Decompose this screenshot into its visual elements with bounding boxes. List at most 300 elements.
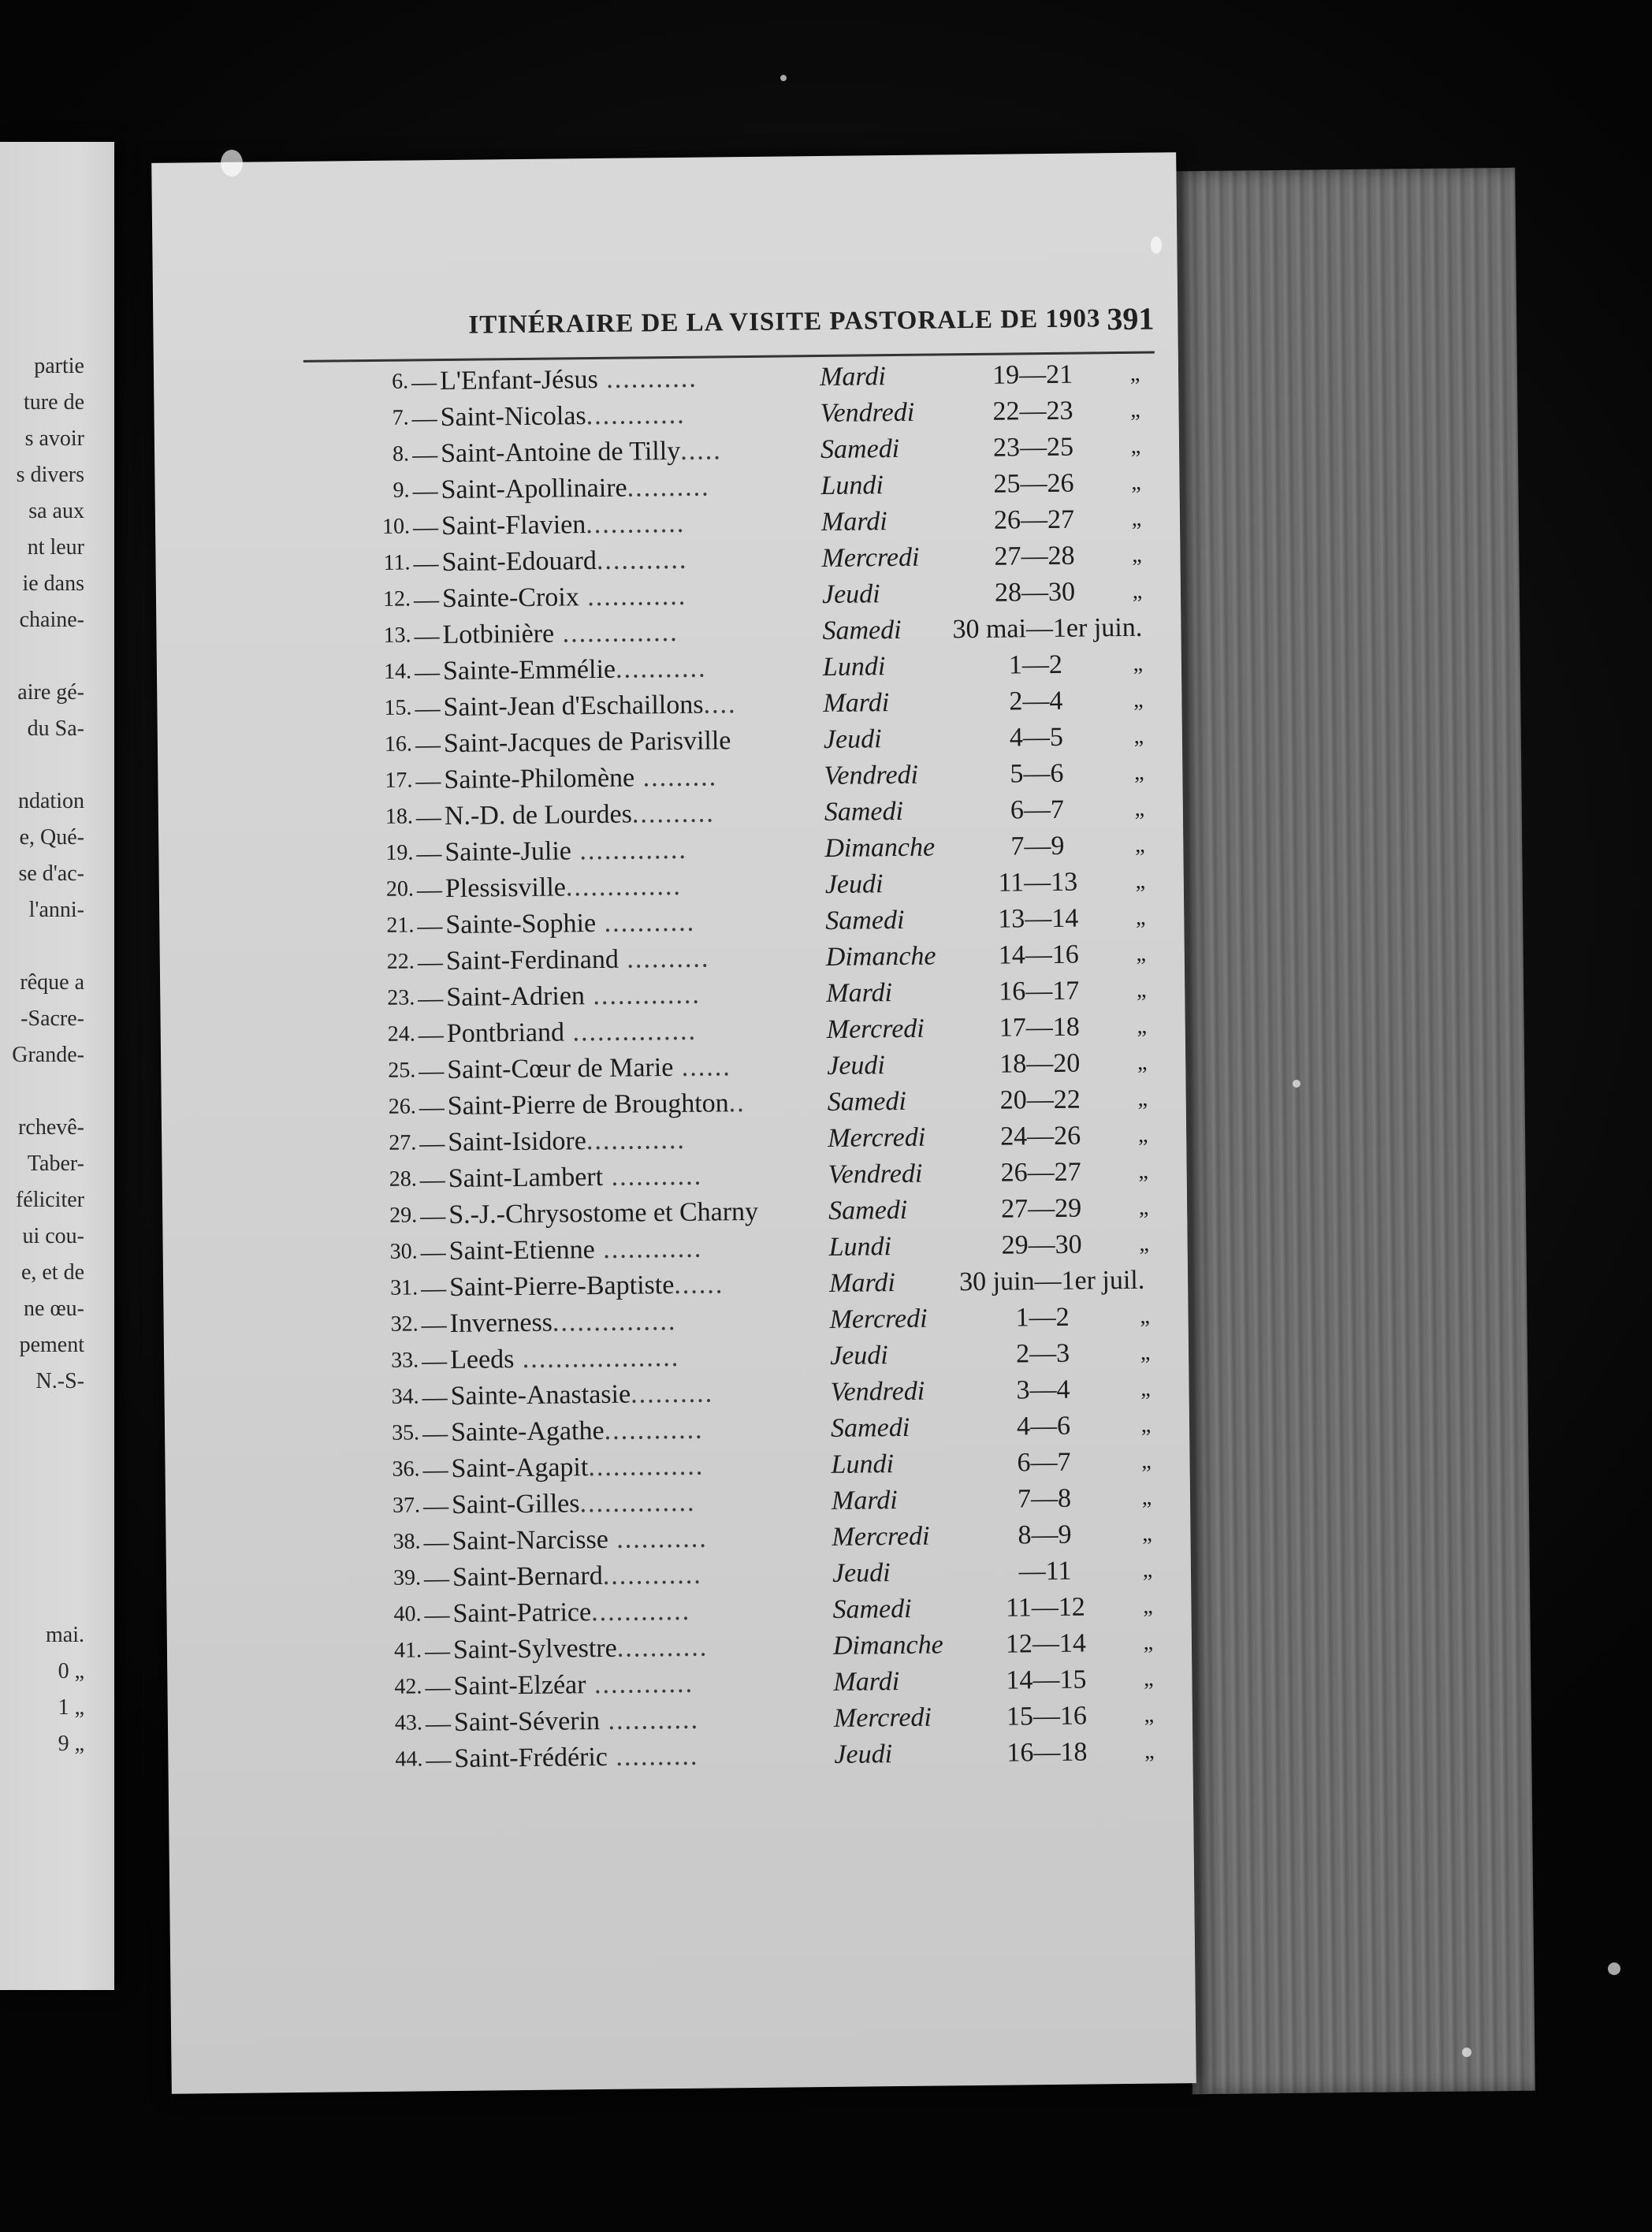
weekday: Samedi xyxy=(828,1195,908,1226)
itinerary-list xyxy=(347,356,1174,1779)
ditto-mark: „ xyxy=(1144,1702,1155,1728)
parish-name xyxy=(448,1121,832,1161)
parish-name xyxy=(452,1483,836,1523)
page-number: 391 xyxy=(1107,300,1155,337)
ditto-mark: „ xyxy=(1130,397,1140,422)
dot-leader: ........... xyxy=(597,363,698,394)
entry-number: 18. xyxy=(385,804,414,829)
entry-separator: — xyxy=(415,694,441,723)
dot-leader: .......... xyxy=(607,1741,699,1772)
entry-number: 19. xyxy=(385,840,414,865)
parish-label: Saint-Edouard xyxy=(441,545,597,578)
ditto-mark: „ xyxy=(1137,1122,1148,1148)
entry-separator: — xyxy=(416,875,443,904)
left-page-line: sa aux xyxy=(28,499,84,523)
entry-number: 9. xyxy=(393,478,410,503)
entry-separator: — xyxy=(422,1491,449,1520)
visit-dates: 20—22 xyxy=(999,1084,1081,1115)
parish-label: Lotbinière xyxy=(442,619,555,650)
parish-name xyxy=(448,1193,833,1233)
weekday: Jeudi xyxy=(834,1739,893,1769)
left-page-line: l'anni- xyxy=(28,898,84,922)
parish-name xyxy=(442,577,827,617)
dot-leader: .............. xyxy=(588,1451,705,1482)
ditto-mark: „ xyxy=(1140,1304,1150,1329)
weekday: Mercredi xyxy=(821,542,920,573)
ditto-mark: „ xyxy=(1143,1630,1154,1655)
weekday: Samedi xyxy=(820,433,900,465)
left-facing-page xyxy=(0,142,114,1990)
parish-label: Saint-Pierre de Broughton xyxy=(447,1088,729,1122)
left-page-line: 0 „ xyxy=(58,1659,84,1683)
weekday: Jeudi xyxy=(823,724,882,754)
left-page-line: ui cou- xyxy=(22,1224,84,1248)
weekday: Vendredi xyxy=(830,1376,925,1407)
parish-label: Saint-Flavien xyxy=(441,510,586,541)
visit-dates: 19—21 xyxy=(992,359,1073,390)
entry-separator: — xyxy=(411,404,437,433)
visit-dates: —11 xyxy=(1018,1556,1072,1587)
left-page-line: Taber- xyxy=(27,1151,84,1176)
dot-leader: .......... xyxy=(631,798,716,829)
parish-name xyxy=(452,1556,837,1596)
parish-name xyxy=(447,1048,832,1088)
parish-label: Saint-Etienne xyxy=(448,1235,595,1266)
ditto-mark: „ xyxy=(1132,578,1143,604)
dot-leader: ........... xyxy=(616,1632,709,1663)
parish-name xyxy=(441,432,825,472)
dust-speck xyxy=(221,150,243,177)
left-page-line: s avoir xyxy=(24,426,84,451)
dot-leader: ............ xyxy=(602,1560,702,1590)
dot-leader: .............. xyxy=(579,1487,696,1519)
ditto-mark: „ xyxy=(1140,1340,1151,1365)
entry-number: 26. xyxy=(388,1094,416,1119)
ditto-mark: „ xyxy=(1133,760,1144,785)
left-page-line: se d'ac- xyxy=(18,861,84,886)
weekday: Mercredi xyxy=(833,1702,932,1733)
parish-name xyxy=(451,1411,835,1451)
entry-separator: — xyxy=(413,585,440,614)
entry-number: 25. xyxy=(388,1058,416,1083)
parish-name xyxy=(449,1266,834,1306)
parish-label: Saint-Nicolas xyxy=(440,401,586,433)
parish-label: Saint-Agapit xyxy=(451,1453,589,1483)
entry-separator: — xyxy=(423,1564,450,1593)
parish-label: Saint-Bernard xyxy=(452,1561,603,1592)
entry-number: 12. xyxy=(382,586,411,612)
parish-label: Saint-Pierre-Baptiste xyxy=(448,1270,675,1302)
left-page-blank-line xyxy=(0,1545,84,1581)
dot-leader: ................... xyxy=(514,1342,680,1375)
weekday: Dimanche xyxy=(832,1630,943,1661)
ditto-mark: „ xyxy=(1140,1412,1152,1438)
entry-number: 36. xyxy=(392,1456,420,1482)
entry-separator: — xyxy=(414,657,441,686)
entry-separator: — xyxy=(418,984,444,1013)
visit-dates: 26—27 xyxy=(993,504,1075,535)
dot-leader: .......... xyxy=(627,472,710,503)
parish-label: S.-J.-Chrysostome et Charny xyxy=(448,1196,759,1229)
visit-dates: 27—28 xyxy=(994,541,1075,571)
left-page-line: ndation xyxy=(18,789,84,813)
entry-number: 37. xyxy=(392,1493,421,1518)
left-page-blank-line xyxy=(0,747,84,783)
weekday: Dimanche xyxy=(825,941,936,972)
parish-label: Saint-Antoine de Tilly xyxy=(440,436,681,469)
entry-separator: — xyxy=(419,1165,445,1194)
parish-label: N.-D. de Lourdes xyxy=(444,799,633,831)
entry-number: 42. xyxy=(394,1674,422,1699)
dot-leader: ........... xyxy=(608,1523,708,1554)
parish-label: Saint-Jacques de Parisville xyxy=(443,726,731,759)
parish-name xyxy=(454,1701,839,1741)
parish-name xyxy=(452,1520,836,1560)
visit-dates: 1—2 xyxy=(1008,649,1063,680)
parish-label: Inverness xyxy=(449,1308,553,1338)
dust-speck xyxy=(1293,1080,1300,1088)
entry-number: 14. xyxy=(383,659,412,684)
parish-name xyxy=(450,1375,835,1415)
visit-dates: 27—29 xyxy=(1000,1193,1082,1224)
dot-leader: .......... xyxy=(618,943,710,974)
dot-leader: .... xyxy=(703,690,737,720)
visit-dates: 7—8 xyxy=(1017,1483,1072,1514)
ditto-mark: „ xyxy=(1138,1159,1149,1184)
ditto-mark: „ xyxy=(1141,1485,1152,1510)
parish-name xyxy=(450,1338,835,1378)
parish-label: Sainte-Sophie xyxy=(445,909,597,940)
ditto-mark: „ xyxy=(1129,361,1140,386)
left-page-line: ie dans xyxy=(22,571,84,596)
ditto-mark: „ xyxy=(1142,1557,1153,1583)
weekday: Dimanche xyxy=(824,832,936,863)
parish-name xyxy=(445,903,830,943)
left-page-line: mai. xyxy=(46,1623,84,1647)
parish-label: Sainte-Agathe xyxy=(450,1415,605,1447)
visit-dates: 15—16 xyxy=(1006,1701,1088,1732)
dot-leader: ............ xyxy=(590,1596,691,1628)
visit-dates: 14—16 xyxy=(998,939,1079,970)
dust-speck xyxy=(1462,2048,1472,2057)
visit-dates: 30 juin—1er juil. xyxy=(958,1265,1145,1297)
dot-leader: ..... xyxy=(680,436,722,466)
entry-number: 24. xyxy=(387,1021,415,1047)
weekday: Mercredi xyxy=(832,1521,930,1552)
left-page-line: 9 „ xyxy=(58,1732,84,1756)
entry-separator: — xyxy=(424,1636,451,1665)
left-page-line: Grande- xyxy=(12,1043,84,1067)
dot-leader: ...... xyxy=(673,1052,731,1083)
parish-label: Saint-Gilles xyxy=(451,1489,580,1520)
parish-name xyxy=(448,1084,832,1125)
entry-separator: — xyxy=(415,730,441,759)
weekday: Samedi xyxy=(832,1594,912,1624)
dot-leader: ............ xyxy=(579,581,687,612)
entry-separator: — xyxy=(422,1419,448,1448)
parish-label: Sainte-Emmélie xyxy=(442,654,616,686)
weekday: Mardi xyxy=(831,1486,898,1516)
weekday: Vendredi xyxy=(820,397,915,429)
weekday: Lundi xyxy=(822,652,886,682)
parish-name xyxy=(448,1157,832,1197)
entry-number: 17. xyxy=(385,768,413,793)
ditto-mark: „ xyxy=(1137,1014,1148,1039)
ditto-mark: „ xyxy=(1131,470,1141,495)
left-page-blank-line xyxy=(0,1472,84,1508)
parish-name xyxy=(453,1628,838,1668)
entry-number: 8. xyxy=(392,441,410,467)
visit-dates: 26—27 xyxy=(1000,1157,1081,1188)
dust-speck xyxy=(780,75,787,81)
visit-dates: 7—9 xyxy=(1010,831,1065,861)
ditto-mark: „ xyxy=(1131,506,1142,531)
parish-name xyxy=(440,396,824,436)
ditto-mark: „ xyxy=(1133,687,1144,712)
parish-label: Saint-Isidore xyxy=(448,1126,587,1158)
visit-dates: 17—18 xyxy=(999,1012,1080,1043)
visit-dates: 13—14 xyxy=(998,903,1079,934)
entry-separator: — xyxy=(420,1201,446,1230)
visit-dates: 6—7 xyxy=(1017,1447,1071,1478)
parish-label: Sainte-Anastasie xyxy=(450,1379,631,1411)
left-page-blank-line xyxy=(0,1581,84,1617)
weekday: Jeudi xyxy=(824,869,884,899)
ditto-mark: „ xyxy=(1133,651,1144,676)
dot-leader: ......... xyxy=(634,762,718,793)
parish-label: Saint-Lambert xyxy=(448,1162,604,1194)
left-page-blank-line xyxy=(0,1436,84,1472)
weekday: Jeudi xyxy=(827,1051,886,1081)
entry-number: 41. xyxy=(393,1638,422,1663)
left-page-text xyxy=(0,348,84,1762)
left-page-line: aire gé- xyxy=(17,680,84,705)
parish-name xyxy=(445,831,829,871)
left-page-line: s divers xyxy=(16,463,84,487)
parish-name xyxy=(441,504,826,545)
entry-separator: — xyxy=(418,1020,444,1049)
entry-separator: — xyxy=(421,1346,448,1375)
ditto-mark: „ xyxy=(1139,1231,1150,1256)
entry-number: 15. xyxy=(384,695,412,720)
left-page-line: -Sacre- xyxy=(20,1006,84,1031)
parish-name xyxy=(443,649,828,690)
ditto-mark: „ xyxy=(1134,832,1145,857)
parish-name xyxy=(446,939,831,980)
weekday: Mercredi xyxy=(828,1122,926,1153)
visit-dates: 2—4 xyxy=(1009,686,1063,716)
parish-name xyxy=(453,1665,838,1705)
entry-separator: — xyxy=(422,1382,448,1412)
parish-name xyxy=(448,1229,833,1270)
left-page-line: ne œu- xyxy=(24,1296,84,1321)
visit-dates: 1—2 xyxy=(1015,1302,1070,1333)
running-head: ITINÉRAIRE DE LA VISITE PASTORALE DE 1903 xyxy=(468,304,1101,340)
visit-dates: 14—15 xyxy=(1006,1665,1087,1695)
left-page-line: ture de xyxy=(24,390,84,415)
entry-separator: — xyxy=(426,1745,452,1774)
entry-number: 29. xyxy=(389,1203,418,1228)
entry-separator: — xyxy=(422,1455,448,1484)
dot-leader: ........... xyxy=(599,1705,700,1736)
visit-dates: 25—26 xyxy=(993,468,1074,499)
parish-name xyxy=(445,794,829,835)
entry-number: 38. xyxy=(393,1529,421,1554)
visit-dates: 12—14 xyxy=(1005,1628,1087,1659)
left-page-blank-line xyxy=(0,1400,84,1436)
weekday: Lundi xyxy=(828,1232,892,1262)
weekday: Vendredi xyxy=(828,1159,923,1189)
dust-speck xyxy=(1608,1962,1620,1975)
ditto-mark: „ xyxy=(1144,1666,1154,1691)
parish-label: Saint-Frédéric xyxy=(454,1742,608,1773)
parish-label: Sainte-Croix xyxy=(441,582,579,614)
visit-dates: 28—30 xyxy=(994,577,1076,608)
entry-number: 44. xyxy=(395,1747,423,1772)
dot-leader: ........... xyxy=(596,545,688,575)
weekday: Samedi xyxy=(830,1412,910,1443)
ditto-mark: „ xyxy=(1144,1739,1155,1764)
left-page-line: du Sa- xyxy=(27,716,84,741)
visit-dates: 6—7 xyxy=(1010,794,1065,825)
entry-number: 11. xyxy=(383,550,411,575)
parish-label: Pontbriand xyxy=(446,1017,565,1049)
weekday: Samedi xyxy=(827,1086,907,1117)
parish-name xyxy=(451,1447,835,1487)
weekday: Samedi xyxy=(824,796,904,827)
dot-leader: ............. xyxy=(571,835,688,866)
entry-number: 22. xyxy=(386,949,415,974)
left-page-line: e, Qué- xyxy=(19,825,84,850)
dot-leader: ............ xyxy=(604,1415,704,1445)
parish-name xyxy=(446,976,831,1016)
dot-leader: ............ xyxy=(586,1125,686,1156)
visit-dates: 11—12 xyxy=(1005,1592,1086,1623)
entry-number: 40. xyxy=(393,1601,422,1627)
entry-separator: — xyxy=(415,802,442,831)
entry-separator: — xyxy=(425,1709,452,1738)
parish-label: Saint-Adrien xyxy=(446,981,586,1013)
visit-dates: 16—18 xyxy=(1006,1737,1088,1768)
dot-leader: ............... xyxy=(552,1306,677,1337)
entry-separator: — xyxy=(423,1527,449,1557)
entry-number: 23. xyxy=(387,985,415,1010)
parish-name xyxy=(441,541,826,581)
visit-dates: 30 mai—1er juin. xyxy=(952,612,1143,645)
weekday: Jeudi xyxy=(821,579,880,609)
ditto-mark: „ xyxy=(1140,1376,1151,1401)
parish-label: Saint-Patrice xyxy=(452,1598,592,1628)
visit-dates: 5—6 xyxy=(1010,758,1064,789)
visit-dates: 4—5 xyxy=(1009,722,1064,753)
ditto-mark: „ xyxy=(1136,941,1147,966)
dot-leader: ............... xyxy=(564,1016,698,1047)
left-page-blank-line xyxy=(0,1073,84,1110)
parish-label: Leeds xyxy=(449,1345,515,1375)
entry-number: 27. xyxy=(389,1130,417,1155)
parish-name xyxy=(440,359,824,400)
dot-leader: ............. xyxy=(584,980,701,1011)
entry-separator: — xyxy=(417,911,443,940)
visit-dates: 11—13 xyxy=(998,867,1078,898)
parish-name xyxy=(445,867,830,907)
parish-label: L'Enfant-Jésus xyxy=(439,364,598,396)
visit-dates: 16—17 xyxy=(999,976,1080,1006)
visit-dates: 23—25 xyxy=(992,432,1074,463)
weekday: Mardi xyxy=(819,362,887,392)
ditto-mark: „ xyxy=(1141,1449,1152,1474)
ditto-mark: „ xyxy=(1142,1521,1152,1546)
weekday: Mardi xyxy=(820,507,887,537)
ditto-mark: „ xyxy=(1133,724,1144,749)
ditto-mark: „ xyxy=(1134,796,1145,821)
visit-dates: 29—30 xyxy=(1001,1229,1082,1260)
entry-number: 28. xyxy=(389,1166,417,1192)
entry-separator: — xyxy=(411,367,437,396)
entry-separator: — xyxy=(424,1600,450,1629)
left-page-line: pement xyxy=(19,1333,84,1357)
parish-label: Saint-Ferdinand xyxy=(445,944,620,976)
weekday: Lundi xyxy=(831,1449,895,1479)
visit-dates: 2—3 xyxy=(1015,1338,1070,1369)
weekday: Jeudi xyxy=(829,1341,888,1371)
parish-name xyxy=(444,758,828,798)
parish-label: Sainte-Philomène xyxy=(444,763,635,795)
ditto-mark: „ xyxy=(1132,542,1142,567)
weekday: Mardi xyxy=(833,1667,900,1697)
parish-name xyxy=(452,1592,837,1632)
weekday: Mardi xyxy=(826,978,893,1008)
dot-leader: ............ xyxy=(594,1233,703,1265)
entry-number: 35. xyxy=(391,1420,420,1445)
entry-number: 20. xyxy=(385,876,415,902)
entry-number: 32. xyxy=(390,1311,419,1337)
dust-speck xyxy=(1151,236,1162,254)
parish-name xyxy=(449,1302,834,1342)
entry-number: 21. xyxy=(386,913,415,938)
entry-separator: — xyxy=(420,1237,446,1267)
dot-leader: ........... xyxy=(595,907,696,939)
ditto-mark: „ xyxy=(1138,1195,1149,1220)
page-header xyxy=(303,300,1155,363)
parish-label: Saint-Sylvestre xyxy=(452,1633,617,1665)
entry-number: 6. xyxy=(391,369,409,394)
parish-label: Saint-Apollinaire xyxy=(441,473,627,505)
dot-leader: ............ xyxy=(586,1668,694,1700)
ditto-mark: „ xyxy=(1143,1594,1153,1619)
entry-separator: — xyxy=(414,621,440,650)
ditto-mark: „ xyxy=(1137,1086,1148,1111)
ditto-mark: „ xyxy=(1135,869,1146,894)
entry-number: 34. xyxy=(391,1384,419,1409)
entry-separator: — xyxy=(421,1310,447,1339)
left-page-line: 1 „ xyxy=(58,1695,84,1720)
visit-dates: 3—4 xyxy=(1016,1375,1070,1405)
entry-number: 30. xyxy=(389,1239,418,1264)
weekday: Mardi xyxy=(823,688,890,718)
left-page-line: e, et de xyxy=(20,1260,84,1285)
weekday: Jeudi xyxy=(832,1558,891,1588)
entry-number: 10. xyxy=(381,514,411,539)
entry-number: 43. xyxy=(394,1710,423,1735)
ditto-mark: „ xyxy=(1136,977,1147,1003)
parish-name xyxy=(454,1737,839,1777)
left-page-line: nt leur xyxy=(27,535,84,560)
dot-leader: .............. xyxy=(565,871,683,902)
entry-separator: — xyxy=(411,440,438,469)
parish-label: Saint-Jean d'Eschaillons xyxy=(443,690,704,723)
weekday: Mardi xyxy=(828,1268,896,1298)
